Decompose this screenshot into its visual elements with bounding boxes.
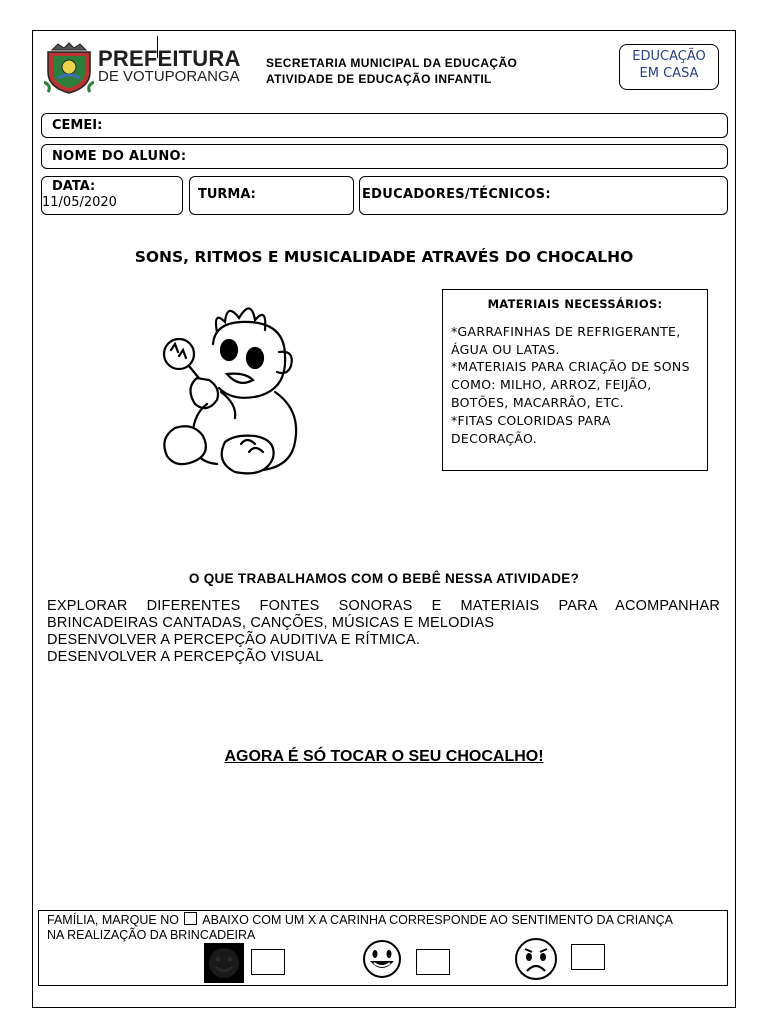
- objective-line: DESENVOLVER A PERCEPÇÃO VISUAL: [47, 649, 324, 665]
- educacao-em-casa-badge: [619, 44, 719, 90]
- materials-item: *MATERIAIS PARA CRIAÇÃO DE SONS COMO: MILHO, ARROZ, FEIJÃO, BOTÕES, MACARRÃO, ETC.: [451, 359, 690, 410]
- data-label: DATA:: [52, 179, 96, 194]
- badge-line-2: EM CASA: [639, 66, 699, 81]
- activity-title: SONS, RITMOS E MUSICALIDADE ATRAVÉS DO CHOCALHO: [134, 248, 634, 266]
- materials-item: *FITAS COLORIDAS PARA DECORAÇÃO.: [451, 412, 611, 446]
- sad-face-icon: [513, 937, 559, 981]
- objectives-question: O QUE TRABALHAMOS COM O BEBÊ NESSA ATIVIDADE?: [188, 571, 580, 586]
- logo-title: PREFEITURA: [98, 46, 241, 71]
- objective-line: BRINCADEIRAS CANTADAS, CANÇÕES, MÚSICAS E MELODIAS: [47, 615, 495, 631]
- materials-heading: MATERIAIS NECESSÁRIOS:: [487, 297, 663, 311]
- header-secretaria: SECRETARIA MUNICIPAL DA EDUCAÇÃO: [266, 56, 518, 70]
- nome-aluno-label: NOME DO ALUNO:: [52, 149, 187, 164]
- turma-field[interactable]: [189, 176, 354, 215]
- educadores-field[interactable]: [359, 176, 728, 215]
- data-value: 11/05/2020: [42, 195, 117, 210]
- objective-line: EXPLORAR DIFERENTES FONTES SONORAS E MATERIAIS PARA ACOMPANHAR: [47, 598, 720, 614]
- feedback-text-line2: NA REALIZAÇÃO DA BRINCADEIRA: [47, 928, 256, 942]
- checkbox-sample-icon: [184, 912, 197, 925]
- objective-line: DESENVOLVER A PERCEPÇÃO AUDITIVA E RÍTMICA.: [47, 632, 421, 648]
- badge-line-1: EDUCAÇÃO: [632, 49, 706, 64]
- feedback-text-end: ABAIXO COM UM X A CARINHA CORRESPONDE AO SENTIMENTO DA CRIANÇA: [202, 913, 673, 927]
- data-field[interactable]: [41, 176, 183, 215]
- objectives-list: [47, 598, 720, 666]
- call-to-action: AGORA É SÓ TOCAR O SEU CHOCALHO!: [224, 748, 544, 765]
- cemei-label: CEMEI:: [52, 118, 103, 133]
- nome-aluno-field[interactable]: [41, 144, 728, 169]
- educadores-label: EDUCADORES/TÉCNICOS:: [362, 187, 551, 202]
- materials-box: [442, 289, 708, 471]
- city-crest-icon: [44, 42, 94, 94]
- turma-label: TURMA:: [198, 187, 256, 202]
- logo-subtitle: DE VOTUPORANGA: [98, 68, 240, 85]
- smiling-face-icon: [360, 939, 404, 979]
- feedback-checkbox-smile[interactable]: [416, 949, 450, 975]
- baby-with-rattle-illustration: [155, 292, 340, 478]
- feedback-text-start: FAMÍLIA, MARQUE NO: [47, 913, 179, 927]
- cemei-field[interactable]: [41, 113, 728, 138]
- feedback-checkbox-sad[interactable]: [571, 944, 605, 970]
- feedback-checkbox-happy-dark[interactable]: [251, 949, 285, 975]
- header-atividade: ATIVIDADE DE EDUCAÇÃO INFANTIL: [266, 72, 492, 86]
- materials-item: *GARRAFINHAS DE REFRIGERANTE, ÁGUA OU LATAS.: [451, 323, 681, 357]
- dark-happy-face-icon: [204, 943, 244, 983]
